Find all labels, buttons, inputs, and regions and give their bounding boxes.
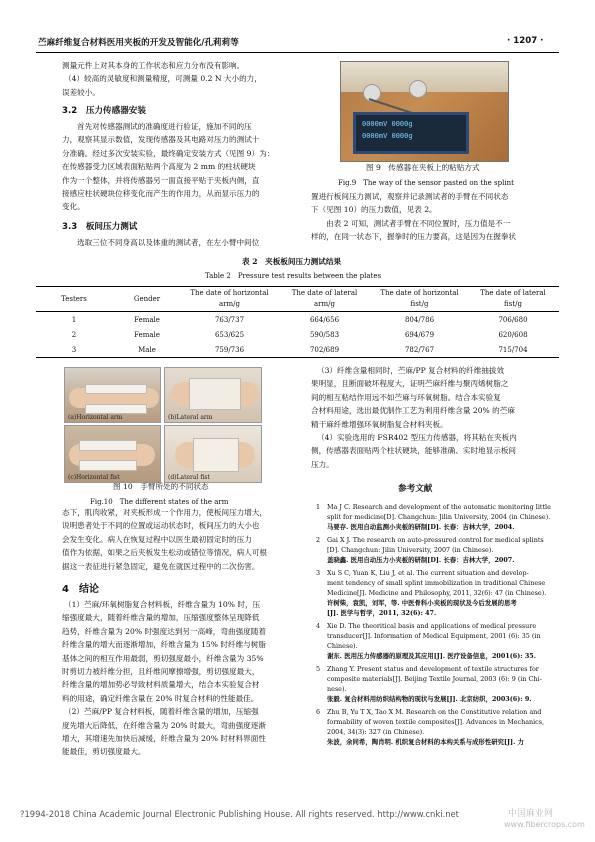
body-line: 由表 2 可知，测试者手臂在不同位置时，压力值是不一 (326, 218, 511, 228)
reference-line: 马要存. 医用自动监测小夹板的研制[D]. 长春：吉林大学，2004. (327, 523, 515, 531)
table-header: Gender (133, 295, 161, 303)
lcd-line: 0000mV 0000g (362, 120, 413, 128)
reference-number: 2 (316, 536, 321, 544)
table-cell: Female (134, 315, 160, 324)
reference-line: 2004, 34(3): 327 (in Chinese). (327, 728, 425, 736)
reference-line: ment tendency of small splint immobilization in traditional Chinese (327, 579, 546, 587)
table-row (36, 327, 559, 342)
figure-caption: (a)Horizontal arm (68, 414, 123, 421)
section-heading-4: 4 结论 (62, 584, 99, 595)
header-rule (36, 52, 559, 53)
reference-number: 1 (316, 503, 321, 511)
reference-number: 6 (316, 708, 321, 716)
reference-line: 谢东. 医用压力传感器的原理及其应用[J]. 医疗设备信息，2001(6): 35. (327, 652, 536, 660)
body-line: 合材料用途，选出最优制作工艺为利用纤维含量 20% 的苎麻 (311, 406, 515, 416)
figure-caption: (b)Lateral arm (168, 414, 213, 421)
body-line: （4）较高的灵敏度和测量精度，可测量 0.2 N 大小的力， (64, 74, 262, 84)
table-cell: 702/689 (309, 345, 340, 354)
reference-number: 4 (316, 622, 321, 630)
figure-9-caption-cn: 图 9 传感器在夹板上的粘贴方式 (366, 163, 480, 172)
body-line: （3）纤维含量相同时，苎麻/PP 复合材料的纤维抽拔效 (317, 366, 505, 375)
body-line: 基体之间的相互作用最弱，剪切强度最小，纤维含量为 35% (62, 653, 264, 663)
body-line: 下（见图 10）的压力数值，见表 2。 (311, 205, 437, 215)
left-column-bottom (62, 506, 294, 573)
reference-line: split for medicine[D]. Changchun: Jilin University, 2004 (in Chinese). (327, 513, 551, 521)
body-line: 值作为依据，如果之后夹板发生松动或错位等情况，病人可根 (62, 548, 268, 558)
body-line: 选取三位不同身高以及体重的测试者，在左小臂中间位 (77, 238, 260, 247)
table-cell: 759/736 (214, 345, 245, 354)
body-line: 会发生变化。病人在恢复过程中以医生最初固定时的压力 (62, 534, 252, 544)
figure-9-photo (340, 61, 509, 162)
sensor-pad (409, 80, 427, 98)
table-cell: 664/656 (309, 315, 340, 324)
table-cell: 804/786 (404, 315, 435, 324)
reference-list (316, 502, 556, 747)
body-line: 首先对传感器测试的准确度进行验证，施加不同的压 (77, 122, 252, 131)
lcd-line: 0000mV 0000g (362, 132, 413, 140)
watermark-cn: 中国麻业网 (508, 809, 554, 819)
figure-10-caption-en: Fig.10 The different states of the arm (90, 498, 229, 506)
body-line: 果明显，且断面破坏程度大，证明苎麻纤维与聚丙烯树脂之 (311, 379, 509, 389)
body-line: 度先增大后降低，在纤维含量为 20% 时最大，弯曲强度逐渐 (62, 720, 266, 730)
reference-line: Ma J C. Research and development of the automatic monitoring little (327, 503, 551, 511)
body-line: 间的相互粘结作用远不如苎麻与环氧树脂。结合本实验复 (311, 392, 501, 402)
figure-caption: (d)Lateral fist (168, 474, 210, 481)
body-line: 压力。 (311, 459, 334, 469)
body-line: 精干麻纤维增强环氧树脂复合材料夹板。 (311, 419, 448, 429)
reference-item (316, 707, 556, 747)
reference-line: 盖晓鑫. 医用自动压力小夹板的研制[D]. 长春：吉林大学，2007. (327, 556, 515, 564)
reference-line: Xie D. The theoritical basis and applications of medical pressure (327, 622, 537, 630)
reference-item (316, 664, 556, 704)
references-heading: 参考文献 (398, 484, 433, 494)
reference-number: 3 (316, 569, 321, 577)
figure-10a-photo (64, 367, 161, 423)
figure-10b-photo (164, 367, 262, 423)
reference-line: Medicine[J]. Medicine and Philosophy, 2011, 32(6): 47 (in Chinese). (327, 589, 547, 597)
reference-line: Gai X J. The research on auto-pressured control for medical splints (327, 536, 544, 544)
section-3-2-body (62, 120, 294, 214)
reference-line: transducer[J]. Information of Medical Equipment, 2001 (6): 35 (in (327, 632, 541, 640)
body-line: 作为一个整体，并将传感器另一面直接平贴于夹板内侧，直 (62, 175, 260, 185)
table-cell: 694/679 (404, 330, 435, 339)
reference-item (316, 621, 556, 661)
reference-line: 张毅. 复合材料用纺织结构物的现状与发展[J]. 北京纺织，2003(6): 9. (327, 695, 532, 703)
table-cell: Male (138, 345, 156, 354)
reference-line: 朱波，余同希，陶肖明. 机织复合材料的本构关系与成形性研究[J]. 力 (327, 738, 524, 746)
reference-line: formability of woven textile composites[J]. Advances in Mechanics, (327, 718, 545, 726)
table-cell: Female (134, 330, 160, 339)
body-line: 纤维含量的增大而逐渐增加，纤维含量为 15% 时纤维与树脂 (62, 640, 266, 650)
table-header: The date of lateral fist/g (480, 289, 546, 308)
body-line: 据这一表征进行紧急固定，避免在就医过程中的二次伤害。 (62, 561, 260, 571)
body-line: 趋势，纤维含量为 20% 时强度达到另一高峰，弯曲强度随着 (62, 626, 266, 636)
table-cell: 3 (71, 345, 77, 354)
table-cell: 715/704 (498, 345, 528, 354)
reference-line: [J]. 医学与哲学，2011, 32(6): 47. (327, 609, 437, 617)
running-title: 苎麻纤维复合材料医用夹板的开发及智能化/孔莉莉等 (38, 38, 239, 48)
body-line: 侧，传感器表面贴两个柱状硬块，能够准确、实时地显示板间 (311, 446, 517, 456)
page-number: · 1207 · (507, 36, 544, 46)
section-heading-3-3: 3.3 板间压力测试 (62, 222, 138, 232)
table-2-title-cn: 表 2 夹板板间压力测试结果 (242, 257, 342, 266)
table-cell: 706/680 (498, 315, 528, 324)
table-cell: 1 (71, 315, 77, 324)
body-line: 在传感器受力区域表面粘贴两个高度为 2 mm 的柱状硬块 (62, 162, 256, 172)
figure-9-caption-en: Fig.9 The way of the sensor pasted on the splint (338, 179, 514, 187)
lcd-display (353, 112, 469, 154)
table-cell: 2 (71, 330, 77, 339)
table-cell: 653/625 (214, 330, 245, 339)
figure-caption: (c)Horizontal fist (68, 474, 120, 481)
figure-10-caption-cn: 图 10 手臂所处的不同状态 (113, 482, 209, 491)
body-line: 料的用途，确定纤维含量在 20% 时复合材料的性能最佳。 (62, 693, 259, 703)
body-line: 时剪切力被纤维分担，且纤维间摩擦增强，剪切强度最大， (62, 667, 260, 677)
table-header: The date of horizontal fist/g (380, 289, 459, 308)
table-row (36, 312, 559, 328)
body-line: 增大，其增速先加快后减缓，纤维含量为 20% 时材料界面性 (62, 734, 266, 744)
reference-line: [D]. Changchun: Jilin University, 2007 (in Chinese). (327, 546, 494, 554)
table-row (36, 342, 559, 357)
body-line: 测量元件上对其本身的工作状态和应力分布没有影响。 (62, 61, 245, 70)
reference-number: 5 (316, 665, 321, 673)
table-2-title-en: Table 2 Pressure test results between the plates (205, 272, 382, 280)
table-header: The date of horizontal arm/g (190, 289, 269, 308)
body-line: 接感应柱状硬块位移变化而产生的作用力，从而显示压力的 (62, 189, 260, 199)
table-cell: 590/583 (309, 330, 340, 339)
body-line: 置进行板间压力测试，观察并记录测试者的手臂在不同状态 (311, 192, 509, 201)
right-column-bottom (311, 364, 551, 471)
body-line: 误差较小。 (62, 87, 100, 97)
body-line: 态下，肌肉收紧，对夹板形成一个作用力，使板间压力增大， (62, 508, 268, 517)
reference-item (316, 568, 556, 618)
reference-line: nese). (327, 685, 347, 693)
body-line: 力，观察其显示数值，发现传感器及其电路对压力的测试十 (62, 135, 260, 145)
body-line: （2）苎麻/PP 复合材料板，随着纤维含量的增加，压缩强 (64, 707, 259, 717)
body-line: （1）苎麻/环氧树脂复合材料板，纤维含量为 10% 时，压 (64, 600, 261, 609)
figure-10c-photo (64, 425, 161, 483)
table-cell: 620/608 (498, 330, 528, 339)
body-line: 变化。 (62, 202, 85, 212)
conclusion-body (62, 598, 294, 759)
reference-line: Zhu B, Yu T X, Tao X M. Research on the Constitutive relation and (327, 708, 542, 716)
section-heading-3-2: 3.2 压力传感器安装 (62, 106, 146, 116)
right-column-top (311, 190, 551, 244)
left-column-top (62, 59, 294, 99)
reference-item (316, 535, 556, 565)
body-line: 缩强度最大，随着纤维含量的增加，压缩强度整体呈现降低 (62, 613, 260, 623)
watermark-url: www.fibercrops.com (504, 820, 585, 829)
table-cell: 763/737 (214, 315, 245, 324)
reference-line: Chinese). (327, 642, 358, 650)
body-line: 分准确。经过多次安装实验，最终确定安装方式（见图 9）为： (62, 148, 275, 158)
reference-line: Zhang Y. Present status and development of textile structures for (327, 665, 539, 673)
table-header: The date of lateral arm/g (291, 289, 358, 308)
body-line: 纤维含量的增加势必导致材料质量增大，结合本实验复合材 (62, 680, 260, 690)
body-line: （4）实验选用的 FSR402 型压力传感器，将其粘在夹板内 (317, 433, 517, 443)
table-header: Testers (61, 295, 87, 303)
figure-10d-photo (164, 425, 262, 483)
reference-line: Xu S C, Yuan K, Liu J, et al. The current situation and develop- (327, 569, 529, 577)
body-line: 说明患者处于不同的位置或运动状态时，板间压力的大小也 (62, 521, 260, 531)
table-2 (36, 286, 559, 358)
table-cell: 782/767 (404, 345, 435, 354)
body-line: 能最佳，剪切强度最大。 (62, 747, 146, 757)
reference-line: 许树柴，袁凯，刘军，等. 中医骨科小夹板的现状及今后发展的思考 (327, 599, 517, 607)
copyright-footer: ?1994-2018 China Academic Journal Electronic Publishing House. All rights reserved. http://www.cnki.net (20, 809, 459, 819)
reference-item (316, 502, 556, 532)
reference-line: composite materials[J]. Beijing Textile Journal, 2003 (6): 9 (in Chi- (327, 675, 542, 683)
body-line: 样的，在同一状态下，握拳时的压力要高，这是因为在握拳状 (311, 232, 517, 242)
